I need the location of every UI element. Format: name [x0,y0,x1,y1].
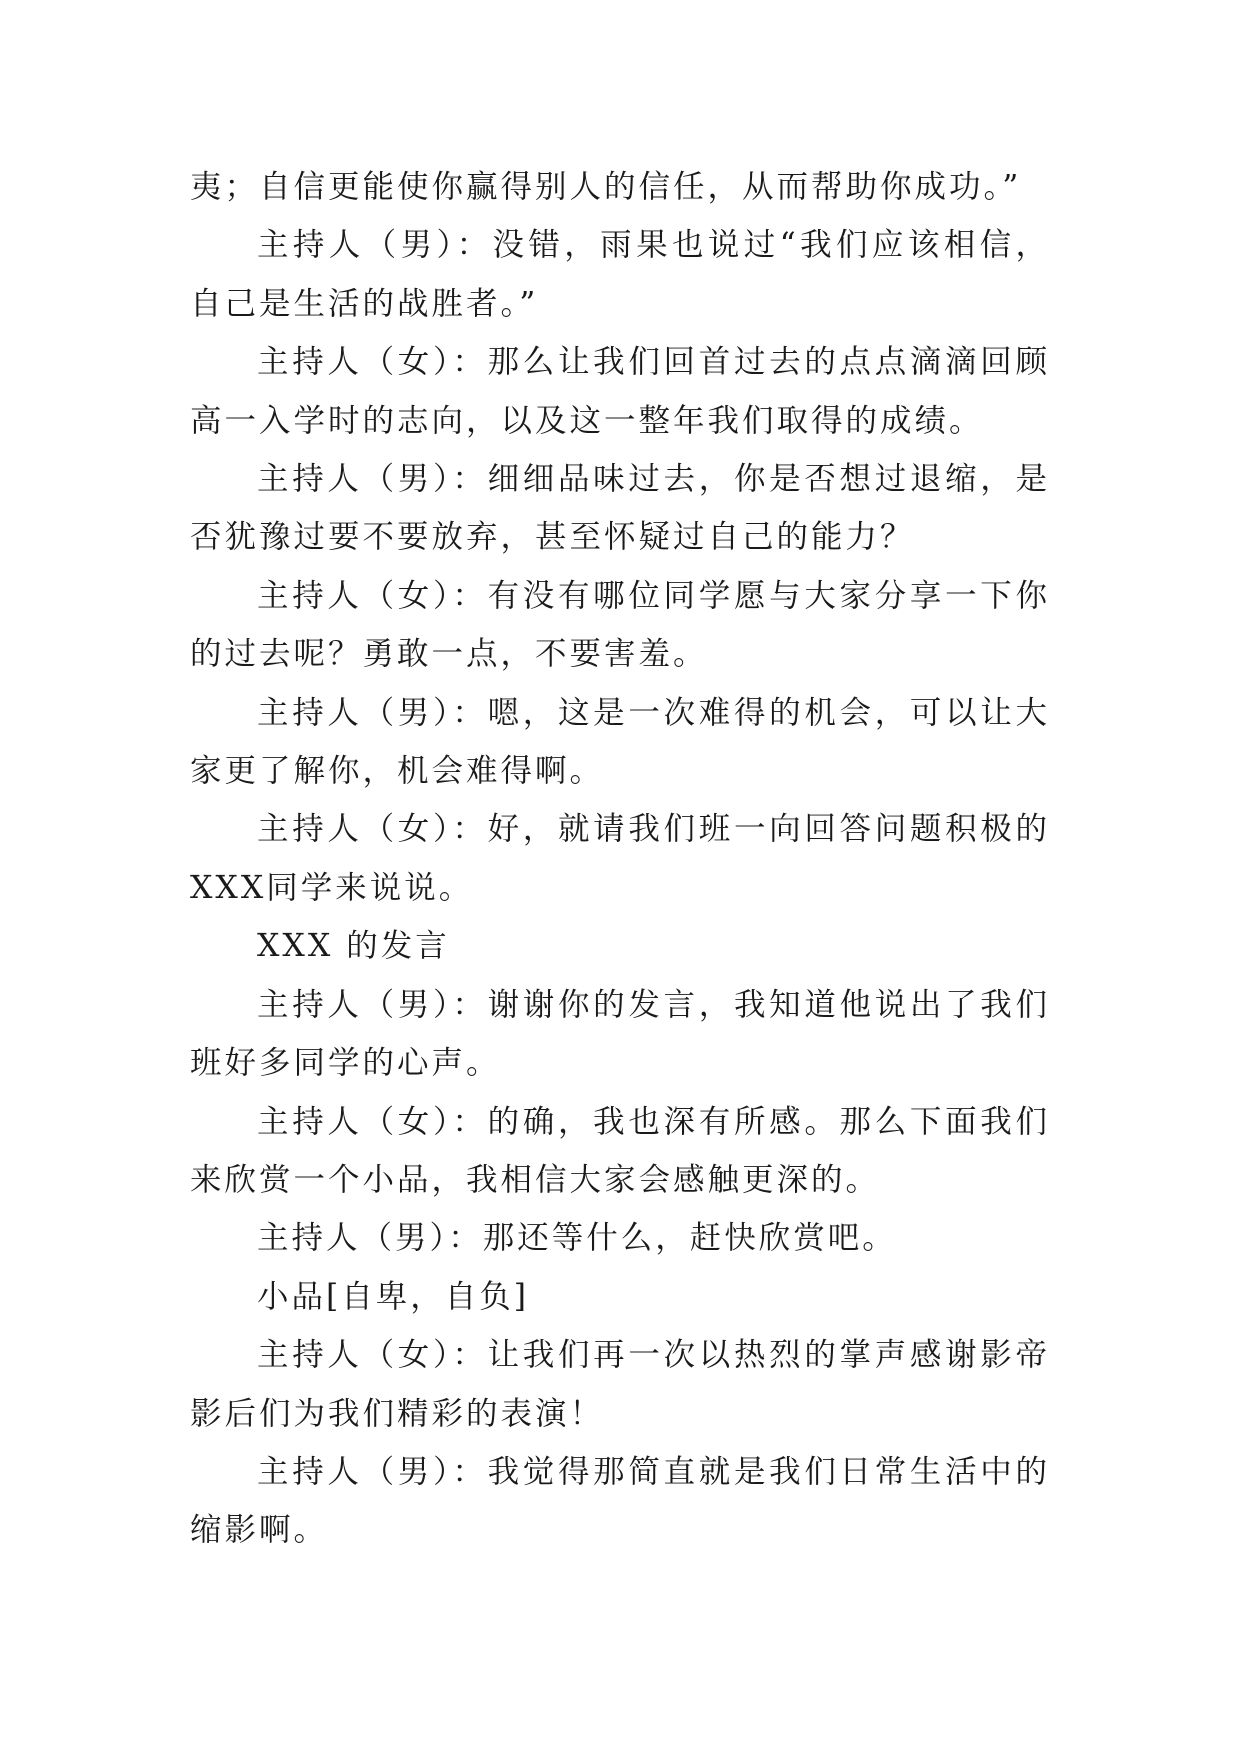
skit-heading: 小品[自卑，自负] [257,1278,530,1315]
paragraph: 夷；自信更能使你赢得别人的信任，从而帮助你成功。” [190,169,1022,205]
speech-heading: XXX 的发言 [257,928,450,965]
paragraph: 主持人（女）：那么让我们回首过去的点点滴滴回顾高一入学时的志向，以及这一整年我们取得的成绩。 [190,344,1050,439]
paragraph: 主持人（女）：的确，我也深有所感。那么下面我们来欣赏一个小品，我相信大家会感触更深的。 [190,1103,1050,1198]
paragraph: 主持人（男）：我觉得那简直就是我们日常生活中的缩影啊。 [190,1453,1050,1549]
paragraph: 主持人（男）：那还等什么，赶快欣赏吧。 [257,1220,897,1257]
paragraph: 主持人（男）：细细品味过去，你是否想过退缩，是否犹豫过要不要放弃，甚至怀疑过自己的能力？ [190,461,1050,556]
paragraph: 主持人（男）：没错，雨果也说过“我们应该相信，自己是生活的战胜者。” [190,227,1050,322]
document-body [190,158,1050,1560]
paragraph: 主持人（男）：嗯，这是一次难得的机会，可以让大家更了解你，机会难得啊。 [190,694,1050,790]
paragraph: 主持人（男）：谢谢你的发言，我知道他说出了我们班好多同学的心声。 [190,986,1050,1082]
paragraph: 主持人（女）：有没有哪位同学愿与大家分享一下你的过去呢？勇敢一点，不要害羞。 [190,577,1050,673]
paragraph: 主持人（女）：好，就请我们班一向回答问题积极的XXX同学来说说。 [190,811,1050,906]
paragraph: 主持人（女）：让我们再一次以热烈的掌声感谢影帝影后们为我们精彩的表演！ [190,1337,1050,1432]
